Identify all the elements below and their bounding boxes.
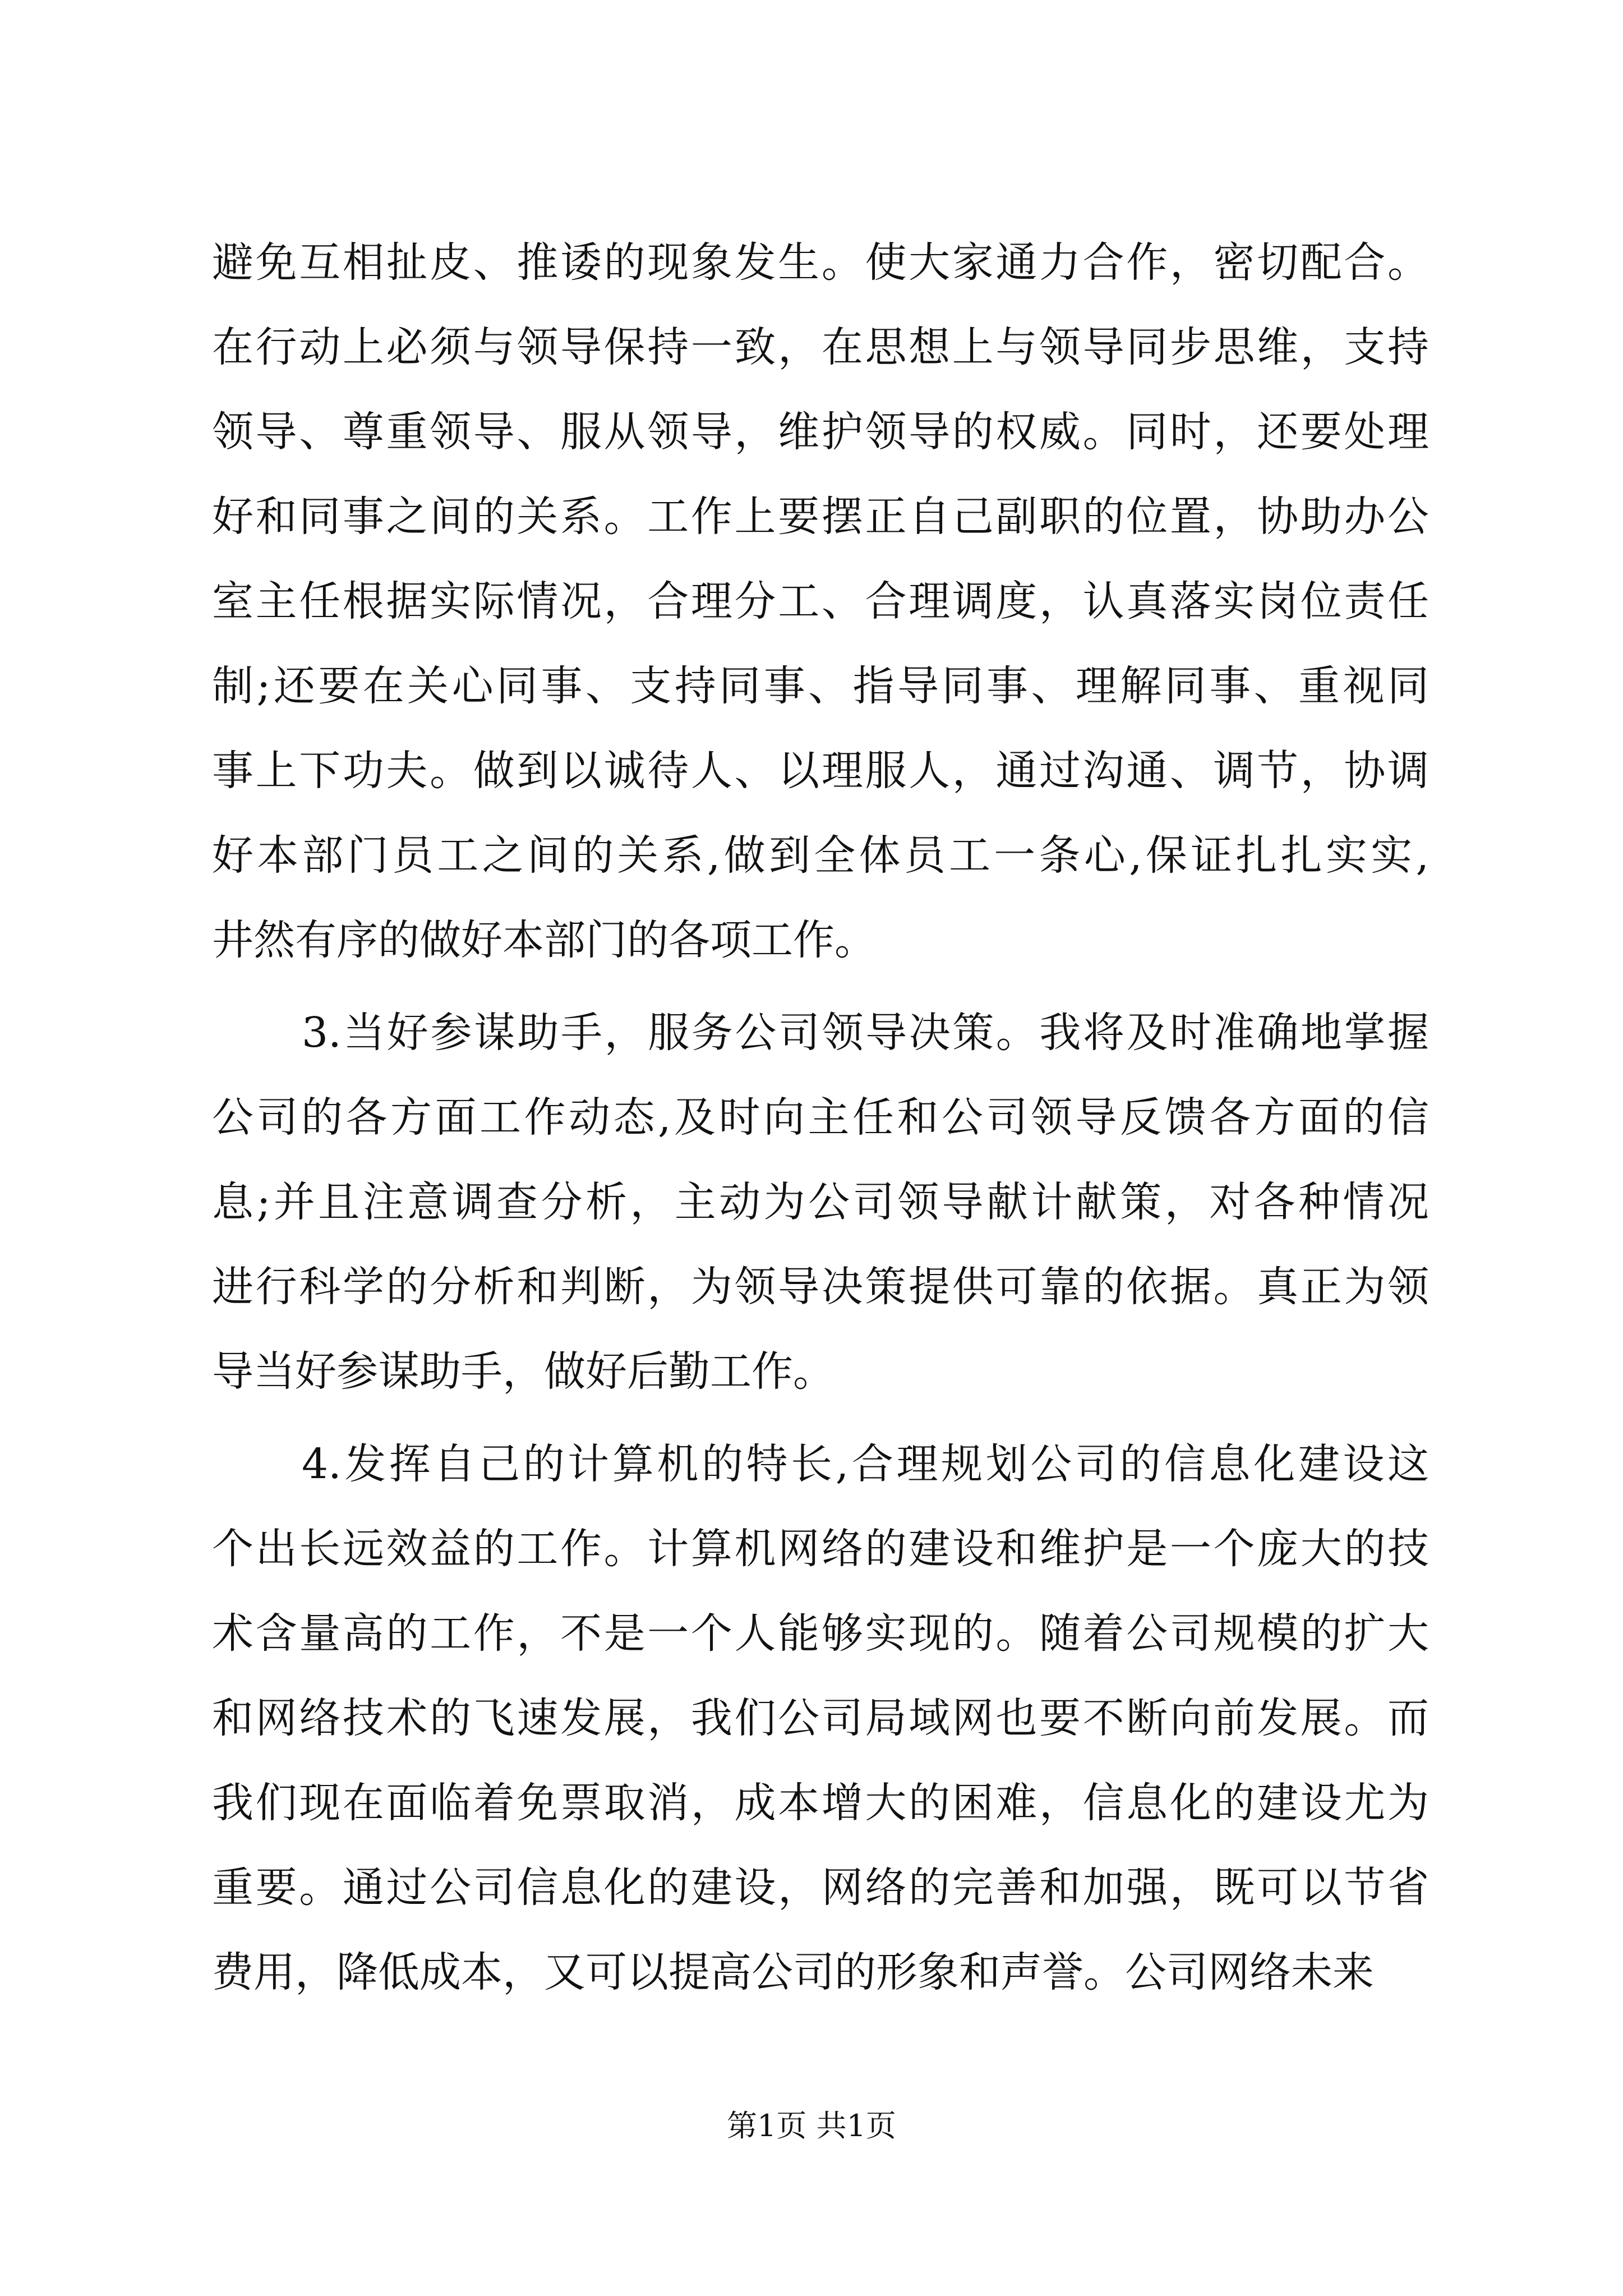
paragraph-gap [212, 1414, 1429, 1422]
text-line: 好本部门员工之间的关系,做到全体员工一条心,保证扎扎实实, [212, 831, 1429, 880]
text-line: 3.当好参谋助手，服务公司领导决策。我将及时准确地掌握 [302, 1009, 1429, 1057]
text-line: 4.发挥自己的计算机的特长,合理规划公司的信息化建设这 [302, 1440, 1429, 1488]
text-line: 重要。通过公司信息化的建设，网络的完善和加强，既可以节省 [212, 1864, 1429, 1912]
paragraph [212, 1422, 1429, 2015]
text-line: 导当好参谋助手，做好后勤工作。 [212, 1347, 834, 1396]
text-line: 室主任根据实际情况，合理分工、合理调度，认真落实岗位责任 [212, 577, 1429, 625]
text-line: 制;还要在关心同事、支持同事、指导同事、理解同事、重视同 [212, 662, 1429, 710]
text-line: 息;并且注意调查分析，主动为公司领导献计献策，对各种情况 [212, 1178, 1429, 1226]
document-body [212, 220, 1429, 2015]
text-line: 公司的各方面工作动态,及时向主任和公司领导反馈各方面的信 [212, 1093, 1429, 1142]
text-line: 领导、尊重领导、服从领导，维护领导的权威。同时，还要处理 [212, 408, 1429, 456]
text-line: 进行科学的分析和判断，为领导决策提供可靠的依据。真正为领 [212, 1263, 1429, 1311]
text-line: 个出长远效益的工作。计算机网络的建设和维护是一个庞大的技 [212, 1525, 1429, 1573]
text-line: 和网络技术的飞速发展，我们公司局域网也要不断向前发展。而 [212, 1694, 1429, 1742]
text-line: 术含量高的工作，不是一个人能够实现的。随着公司规模的扩大 [212, 1609, 1429, 1658]
text-line: 在行动上必须与领导保持一致，在思想上与领导同步思维，支持 [212, 323, 1429, 371]
text-line: 避免互相扯皮、推诿的现象发生。使大家通力合作，密切配合。 [212, 238, 1429, 287]
text-line: 井然有序的做好本部门的各项工作。 [212, 916, 876, 964]
paragraph [212, 991, 1429, 1414]
paragraph [212, 220, 1429, 983]
page-footer: 第1页 共1页 [727, 2108, 896, 2143]
paragraph-gap [212, 983, 1429, 991]
text-line: 好和同事之间的关系。工作上要摆正自己副职的位置，协助办公 [212, 493, 1429, 541]
text-line: 费用，降低成本，又可以提高公司的形象和声誉。公司网络未来 [212, 1948, 1374, 1996]
text-line: 事上下功夫。做到以诚待人、以理服人，通过沟通、调节，协调 [212, 747, 1429, 795]
text-line: 我们现在面临着免票取消，成本增大的困难，信息化的建设尤为 [212, 1779, 1429, 1827]
